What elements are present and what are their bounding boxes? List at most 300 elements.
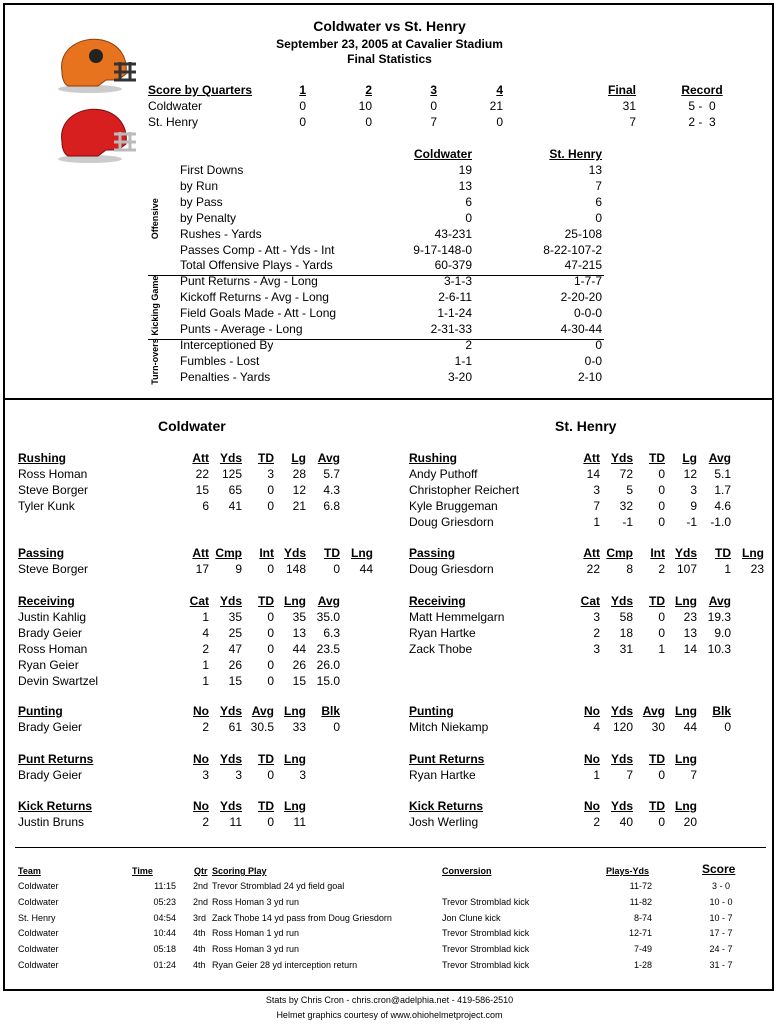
stat-col-header: No (584, 752, 600, 766)
stat-col-header: Lng (742, 546, 764, 560)
player-name: Ross Homan (18, 641, 88, 656)
player-stat: 0 (267, 561, 274, 576)
player-stat: 31 (619, 641, 633, 656)
team-stat-value-coldwater: 1-1 (454, 353, 472, 368)
quarter-header: 3 (430, 83, 437, 97)
player-stat: 0 (267, 814, 274, 829)
player-stat: 41 (228, 498, 242, 513)
player-stat: 33 (292, 719, 306, 734)
scoring-score: 31 - 7 (709, 960, 733, 970)
scoring-team: Coldwater (18, 881, 59, 891)
stat-col-header: Yds (610, 704, 633, 718)
team-stat-label: Interceptioned By (180, 337, 274, 352)
player-stat: 44 (683, 719, 697, 734)
scoring-qtr: 4th (193, 944, 206, 955)
scoring-time: 01:24 (153, 960, 176, 970)
stat-col-header: Avg (251, 704, 274, 718)
team-stat-value-coldwater: 60-379 (434, 258, 472, 273)
player-stat: 32 (619, 498, 633, 513)
player-name: Zack Thobe (409, 641, 473, 656)
player-stat: 0 (658, 625, 665, 640)
player-name: Kyle Bruggeman (409, 498, 498, 513)
player-stat: 1 (724, 561, 731, 576)
player-name: Devin Swartzel (18, 673, 99, 688)
team-stat-value-sthenry: 0 (595, 337, 602, 352)
player-stat: 107 (676, 561, 697, 576)
scoring-play: Ross Homan 3 yd run (212, 896, 300, 907)
player-stat: 13 (292, 625, 306, 640)
team-stat-value-sthenry: 2-20-20 (560, 290, 602, 305)
player-stat: 11 (229, 814, 242, 829)
player-stat: -1.0 (710, 514, 731, 529)
scoring-header-play: Scoring Play (212, 866, 267, 876)
player-stat: 13 (683, 625, 697, 640)
final-score: 31 (622, 99, 636, 113)
stat-section-title: Punt Returns (409, 752, 485, 766)
player-stat: 15 (195, 482, 209, 497)
stat-col-header: No (584, 704, 600, 718)
player-stat: 21 (292, 498, 306, 513)
footer-credit: Stats by Chris Cron - chris.cron@adelphia.net - 419-586-2510 (265, 995, 514, 1005)
team-stat-value-sthenry: 8-22-107-2 (543, 242, 602, 257)
scoring-qtr: 2nd (193, 881, 209, 891)
team-stat-label: Field Goals Made - Att - Long (180, 306, 337, 321)
stat-col-header: No (193, 752, 209, 766)
stat-section-title: Punting (18, 704, 63, 718)
player-stat: 7 (593, 498, 600, 513)
footer-helmet-credit: Helmet graphics courtesy of www.ohiohelmetproject.com (276, 1010, 503, 1020)
quarter-header: 4 (496, 83, 503, 97)
player-stat: 20 (683, 814, 697, 829)
scoring-score: 3 - 0 (711, 881, 730, 891)
stat-col-header: Avg (642, 704, 665, 718)
player-name: Brady Geier (18, 625, 83, 640)
player-stat: 3 (593, 609, 600, 624)
scoring-time: 04:54 (153, 912, 176, 923)
scoring-time: 05:18 (153, 944, 176, 955)
stat-col-header: Yds (610, 752, 633, 766)
team-stat-label: Passes Comp - Att - Yds - Int (180, 242, 335, 257)
page-subtitle-final: Final Statistics (347, 52, 432, 66)
player-stat: 148 (285, 561, 306, 576)
team-stat-value-sthenry: 47-215 (564, 258, 602, 273)
team-stat-label: by Penalty (180, 210, 237, 225)
scoring-time: 05:23 (153, 896, 176, 907)
player-stat: 0 (333, 719, 340, 734)
scoring-score: 24 - 7 (709, 944, 733, 955)
stat-section-title: Kick Returns (18, 799, 93, 813)
quarter-team-name: St. Henry (148, 115, 199, 129)
scoring-time: 10:44 (153, 928, 176, 939)
sthenry-helmet-icon (48, 104, 140, 164)
stat-section-title: Punt Returns (18, 752, 94, 766)
player-stat: 15 (292, 673, 306, 688)
player-stat: 1 (202, 657, 209, 672)
player-stat: 0 (658, 767, 665, 782)
team-stat-value-sthenry: 1-7-7 (573, 274, 602, 289)
team-stat-value-coldwater: 0 (465, 210, 472, 225)
scoring-play: Ryan Geier 28 yd interception return (212, 960, 358, 970)
stat-col-header: Yds (610, 799, 633, 813)
team-stat-value-coldwater: 19 (458, 163, 472, 177)
player-stat: 1 (593, 767, 600, 782)
scoring-team: Coldwater (18, 960, 59, 970)
stat-section-title: Receiving (18, 594, 75, 608)
team-stat-label: Penalties - Yards (180, 369, 271, 384)
player-stat: 30.5 (250, 719, 274, 734)
team-stat-value-sthenry: 0-0-0 (573, 306, 602, 321)
player-stat: 2 (202, 719, 209, 734)
stat-col-header: Lng (675, 594, 697, 608)
player-stat: 3 (267, 466, 274, 481)
stat-col-header: Int (259, 546, 274, 560)
stat-col-header: Yds (219, 799, 242, 813)
player-stat: 1 (202, 673, 209, 688)
stat-col-header: Blk (321, 704, 340, 718)
scoring-time: 11:15 (154, 881, 176, 891)
player-stat: 12 (292, 482, 306, 497)
scoring-conversion: Trevor Stromblad kick (442, 896, 530, 907)
scoring-conversion: Trevor Stromblad kick (442, 960, 530, 970)
stat-col-header: TD (324, 546, 340, 560)
scoring-team: Coldwater (18, 944, 59, 955)
team-record: 5 - 0 (688, 99, 716, 113)
stat-col-header: Cmp (215, 546, 242, 560)
player-stat: 0 (267, 641, 274, 656)
player-stat: 3 (299, 767, 306, 782)
team-stat-value-sthenry: 0 (595, 210, 602, 225)
scoring-play: Trevor Stromblad 24 yd field goal (212, 881, 345, 891)
player-stat: 14 (683, 641, 697, 656)
player-stat: 0 (658, 514, 665, 529)
stat-section-title: Passing (18, 546, 65, 560)
team-stat-label: Punts - Average - Long (180, 322, 303, 336)
stat-col-header: Yds (610, 451, 633, 465)
scoring-team: St. Henry (18, 912, 56, 923)
stat-section-title: Passing (409, 546, 456, 560)
player-stat: 23 (750, 561, 764, 576)
stat-col-header: Yds (610, 594, 633, 608)
team-stat-value-coldwater: 3-1-3 (443, 274, 472, 289)
final-header: Final (607, 83, 636, 97)
scoring-score: 10 - 0 (709, 896, 733, 907)
player-stat: 23.5 (316, 641, 340, 656)
stat-col-header: Lng (675, 752, 697, 766)
scoring-conversion: Trevor Stromblad kick (442, 944, 530, 955)
player-stat: 19.3 (707, 609, 731, 624)
player-stat: 3 (593, 641, 600, 656)
player-stat: 4.6 (714, 498, 731, 513)
player-name: Josh Werling (409, 814, 479, 829)
player-name: Brady Geier (18, 767, 83, 782)
player-stat: 9.0 (714, 625, 731, 640)
team-stat-label: by Run (180, 178, 219, 193)
coldwater-helmet-icon (48, 34, 140, 94)
stat-col-header: Cmp (606, 546, 633, 560)
player-stat: 14 (586, 466, 600, 481)
player-stat: 4 (202, 625, 209, 640)
player-stat: 1 (593, 514, 600, 529)
player-stat: 25 (228, 625, 242, 640)
left-team-heading: Coldwater (158, 418, 226, 434)
player-stat: 3 (235, 767, 242, 782)
stat-col-header: Cat (189, 594, 209, 608)
player-stat: 2 (658, 561, 665, 576)
scoring-score: 10 - 7 (709, 912, 733, 923)
scoring-divider (15, 847, 766, 848)
quarter-score: 0 (365, 115, 372, 129)
stat-col-header: TD (649, 799, 665, 813)
player-stat: 2 (593, 625, 600, 640)
player-name: Justin Bruns (18, 814, 85, 829)
team-stat-label: Kickoff Returns - Avg - Long (180, 290, 329, 305)
player-name: Justin Kahlig (18, 609, 87, 624)
stat-col-header: Avg (317, 594, 340, 608)
stat-col-header: Blk (712, 704, 731, 718)
player-name: Steve Borger (18, 561, 89, 576)
player-stat: 2 (593, 814, 600, 829)
team-stat-value-coldwater: 13 (458, 178, 472, 193)
scoring-header-conversion: Conversion (442, 866, 492, 876)
player-stat: -1 (622, 514, 633, 529)
stat-col-header: TD (258, 752, 274, 766)
player-name: Ryan Hartke (409, 767, 476, 782)
stat-col-header: Yds (219, 752, 242, 766)
right-team-heading: St. Henry (555, 418, 617, 434)
scoring-conversion: Trevor Stromblad kick (442, 928, 530, 939)
quarter-header: 1 (299, 83, 306, 97)
player-name: Mitch Niekamp (409, 719, 489, 734)
team-record: 2 - 3 (688, 115, 716, 129)
stat-col-header: Att (583, 451, 600, 465)
player-stat: 30 (651, 719, 665, 734)
player-stat: 2 (202, 814, 209, 829)
stat-col-header: Avg (317, 451, 340, 465)
player-stat: 28 (292, 466, 306, 481)
page-subtitle: September 23, 2005 at Cavalier Stadium (276, 37, 503, 51)
stat-col-header: TD (649, 451, 665, 465)
team-stat-value-sthenry: 6 (595, 194, 602, 209)
team-stat-group-label: Kicking Game (150, 276, 160, 337)
stat-col-header: Cat (580, 594, 600, 608)
player-stat: 47 (228, 641, 242, 656)
player-stat: 0 (267, 609, 274, 624)
player-name: Tyler Kunk (18, 498, 75, 513)
team-stat-label: First Downs (180, 163, 244, 177)
quarter-score: 21 (489, 99, 503, 113)
player-stat: 7 (690, 767, 697, 782)
player-stat: 61 (228, 719, 242, 734)
player-stat: 44 (292, 641, 306, 656)
player-name: Steve Borger (18, 482, 89, 497)
team-stat-value-sthenry: 0-0 (584, 353, 602, 368)
player-name: Christopher Reichert (409, 482, 520, 497)
stat-col-header: Lng (351, 546, 373, 560)
player-stat: 26 (228, 657, 242, 672)
player-stat: 0 (724, 719, 731, 734)
player-name: Doug Griesdorn (409, 561, 494, 576)
stat-col-header: Lg (291, 451, 306, 465)
player-stat: 0 (267, 498, 274, 513)
team-stat-label: Rushes - Yards (180, 226, 262, 241)
player-stat: 0 (267, 767, 274, 782)
player-stat: 11 (293, 814, 306, 829)
scoring-plays-yds: 7-49 (633, 944, 652, 955)
player-stat: 1 (658, 641, 665, 656)
scoring-play: Ross Homan 3 yd run (212, 944, 300, 955)
team-stat-label: by Pass (180, 194, 223, 209)
player-stat: 9 (690, 498, 697, 513)
team-stat-value-sthenry: 2-10 (577, 369, 602, 384)
player-stat: 4 (593, 719, 600, 734)
team-stat-value-coldwater: 3-20 (447, 369, 472, 384)
player-stat: 0 (333, 561, 340, 576)
player-stat: 58 (619, 609, 633, 624)
player-stat: 0 (658, 498, 665, 513)
scoring-header-team: Team (18, 866, 41, 876)
page-title: Coldwater vs St. Henry (313, 18, 466, 34)
stat-col-header: Att (583, 546, 600, 560)
player-stat: 9 (235, 561, 242, 576)
player-stat: 1 (202, 609, 209, 624)
stat-section-title: Punting (409, 704, 454, 718)
player-name: Andy Puthoff (409, 466, 478, 481)
scoring-score: 17 - 7 (709, 928, 733, 939)
player-stat: 3 (202, 767, 209, 782)
player-stat: 35 (292, 609, 306, 624)
player-stat: 0 (267, 673, 274, 688)
player-stat: 17 (195, 561, 209, 576)
scoring-qtr: 2nd (193, 896, 209, 907)
scoring-team: Coldwater (18, 928, 59, 939)
team-stat-group-label: Offensive (150, 198, 160, 240)
quarter-score: 10 (358, 99, 372, 113)
player-stat: 5 (626, 482, 633, 497)
player-stat: 3 (593, 482, 600, 497)
team-stat-label: Punt Returns - Avg - Long (180, 274, 318, 289)
stat-col-header: Lng (675, 799, 697, 813)
team-stat-value-sthenry: 4-30-44 (560, 322, 602, 336)
scoring-play: Zack Thobe 14 yd pass from Doug Griesdorn (212, 912, 392, 923)
stat-col-header: Lng (284, 704, 306, 718)
player-stat: 72 (619, 466, 633, 481)
player-stat: 26 (292, 657, 306, 672)
stat-col-header: Avg (708, 451, 731, 465)
team-stats-col-header: St. Henry (549, 147, 602, 161)
team-stat-value-coldwater: 6 (465, 194, 472, 209)
team-stat-label: Total Offensive Plays - Yards (180, 258, 333, 273)
quarter-team-name: Coldwater (148, 99, 203, 113)
stat-section-title: Rushing (409, 451, 457, 465)
stat-col-header: TD (649, 594, 665, 608)
scoring-qtr: 4th (193, 960, 206, 970)
stat-col-header: TD (715, 546, 731, 560)
quarter-score: 0 (299, 99, 306, 113)
quarter-header: 2 (365, 83, 372, 97)
team-stat-value-coldwater: 2-6-11 (438, 290, 472, 305)
player-stat: 0 (658, 466, 665, 481)
stat-col-header: TD (258, 594, 274, 608)
player-stat: 0 (267, 482, 274, 497)
stat-col-header: TD (649, 752, 665, 766)
scoring-plays-yds: 12-71 (628, 928, 652, 939)
team-stat-label: Fumbles - Lost (180, 353, 260, 368)
scoring-conversion: Jon Clune kick (442, 912, 501, 923)
player-stat: 35 (228, 609, 242, 624)
stat-col-header: Lng (284, 594, 306, 608)
team-stat-value-coldwater: 43-231 (434, 226, 472, 241)
player-stat: -1 (686, 514, 697, 529)
scoring-plays-yds: 8-74 (633, 912, 652, 923)
player-stat: 0 (658, 609, 665, 624)
player-stat: 10.3 (707, 641, 731, 656)
stat-section-title: Kick Returns (409, 799, 484, 813)
player-stat: 120 (612, 719, 633, 734)
team-stat-value-coldwater: 1-1-24 (437, 306, 472, 321)
stat-col-header: No (193, 799, 209, 813)
scoring-qtr: 4th (193, 928, 206, 939)
scoring-header-time: Time (132, 866, 153, 876)
player-stat: 15.0 (316, 673, 340, 688)
player-name: Ryan Hartke (409, 625, 476, 640)
stat-col-header: No (193, 704, 209, 718)
player-stat: 40 (619, 814, 633, 829)
scoring-team: Coldwater (18, 896, 59, 907)
player-stat: 0 (658, 814, 665, 829)
stat-col-header: Lg (682, 451, 697, 465)
player-stat: 8 (626, 561, 633, 576)
stat-col-header: Att (192, 546, 209, 560)
stat-col-header: Att (192, 451, 209, 465)
player-stat: 3 (690, 482, 697, 497)
player-stat: 5.7 (323, 466, 340, 481)
player-stat: 15 (228, 673, 242, 688)
scoring-header-qtr: Qtr (194, 866, 208, 876)
team-stat-value-sthenry: 13 (588, 163, 602, 177)
stat-col-header: Avg (708, 594, 731, 608)
stat-col-header: Yds (219, 594, 242, 608)
stat-col-header: Int (650, 546, 665, 560)
player-stat: 2 (202, 641, 209, 656)
score-by-quarters-label: Score by Quarters (148, 83, 253, 97)
player-stat: 18 (619, 625, 633, 640)
player-stat: 44 (359, 561, 373, 576)
player-stat: 0 (658, 482, 665, 497)
quarter-score: 7 (430, 115, 437, 129)
player-stat: 22 (195, 466, 209, 481)
stat-col-header: Yds (219, 704, 242, 718)
player-stat: 1.7 (714, 482, 731, 497)
player-stat: 26.0 (316, 657, 340, 672)
stat-col-header: No (584, 799, 600, 813)
stat-col-header: Lng (284, 752, 306, 766)
player-name: Ross Homan (18, 466, 88, 481)
player-stat: 0 (267, 625, 274, 640)
player-name: Matt Hemmelgarn (409, 609, 505, 624)
team-stat-value-sthenry: 25-108 (564, 226, 602, 241)
player-name: Ryan Geier (18, 657, 79, 672)
stat-section-title: Rushing (18, 451, 66, 465)
scoring-plays-yds: 11-82 (629, 896, 652, 907)
scoring-plays-yds: 1-28 (633, 960, 652, 970)
team-stat-value-coldwater: 9-17-148-0 (413, 242, 472, 257)
team-stat-value-sthenry: 7 (595, 178, 602, 193)
final-score: 7 (629, 115, 636, 129)
stat-section-title: Receiving (409, 594, 466, 608)
player-name: Doug Griesdorn (409, 514, 494, 529)
player-stat: 12 (683, 466, 697, 481)
player-stat: 22 (586, 561, 600, 576)
